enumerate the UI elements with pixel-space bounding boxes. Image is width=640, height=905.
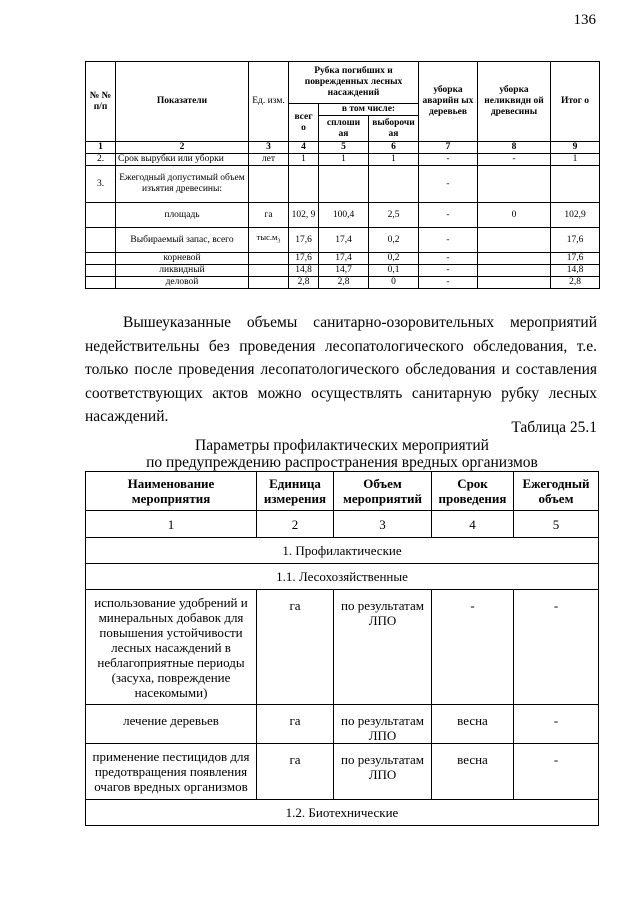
cell-name: ликвидный bbox=[116, 265, 249, 277]
cell-illiquid: 0 bbox=[478, 203, 551, 228]
col-number: 1 bbox=[86, 142, 116, 154]
subsection-heading: 1.1. Лесохозяйственные bbox=[86, 564, 599, 590]
cell-num: 2. bbox=[86, 154, 116, 166]
table-row bbox=[86, 705, 599, 744]
body-paragraph: Вышеуказанные объемы санитарно-озоровительных мероприятий недействительны без проведения лесопатологического обследования, т.е. только после проведения лесопатологического обследования и составления соответствующих актов можно осуществлять санитарную рубку лесных насаждений. bbox=[85, 314, 597, 425]
cell-emergency: - bbox=[419, 154, 478, 166]
header-sum: Итог о bbox=[551, 62, 600, 142]
table-row bbox=[86, 265, 600, 277]
cell-emergency: - bbox=[419, 277, 478, 289]
cell-num bbox=[86, 277, 116, 289]
col-number: 5 bbox=[514, 511, 599, 538]
table-title bbox=[85, 437, 599, 471]
cell-num bbox=[86, 203, 116, 228]
cell-solid: 17,4 bbox=[319, 253, 369, 265]
cell-total: 2,8 bbox=[289, 277, 319, 289]
cell-sum: 17,6 bbox=[551, 228, 600, 253]
cell-sum: 14,8 bbox=[551, 265, 600, 277]
header-unit: Ед. изм. bbox=[249, 62, 289, 142]
cell-unit bbox=[249, 228, 289, 253]
table-caption: Таблица 25.1 bbox=[511, 419, 597, 436]
cell-name: Выбираемый запас, всего bbox=[116, 228, 249, 253]
cell-term: - bbox=[432, 590, 514, 705]
cell-num: 3. bbox=[86, 166, 116, 203]
cell-term: весна bbox=[432, 705, 514, 744]
cell-name: корневой bbox=[116, 253, 249, 265]
cell-selective: 1 bbox=[369, 154, 419, 166]
cell-annual: - bbox=[514, 705, 599, 744]
table-row bbox=[86, 203, 600, 228]
header-including: в том числе: bbox=[319, 104, 419, 116]
cell-sum bbox=[551, 166, 600, 203]
cell-solid: 2,8 bbox=[319, 277, 369, 289]
table-row bbox=[86, 154, 600, 166]
col-number: 1 bbox=[86, 511, 257, 538]
measures-table bbox=[85, 471, 599, 826]
cell-num bbox=[86, 265, 116, 277]
cell-total: 14,8 bbox=[289, 265, 319, 277]
cell-unit: га bbox=[249, 203, 289, 228]
page-number: 136 bbox=[573, 12, 596, 28]
cell-unit: лет bbox=[249, 154, 289, 166]
table-row bbox=[86, 253, 600, 265]
cell-illiquid bbox=[478, 228, 551, 253]
cell-unit: га bbox=[257, 744, 334, 800]
cell-annual: - bbox=[514, 590, 599, 705]
cell-sum: 1 bbox=[551, 154, 600, 166]
col-number: 4 bbox=[289, 142, 319, 154]
cell-num bbox=[86, 228, 116, 253]
cell-measure-name: использование удобрений и минеральных добавок для повышения устойчивости лесных насаждений в неблагоприятные периоды (засуха, повреждение насекомыми) bbox=[86, 590, 257, 705]
cell-unit bbox=[249, 265, 289, 277]
cell-unit bbox=[249, 166, 289, 203]
header-solid: сплоши ая bbox=[319, 116, 369, 142]
cell-emergency: - bbox=[419, 253, 478, 265]
header-annual: Ежегодный объем bbox=[514, 472, 599, 511]
col-number: 7 bbox=[419, 142, 478, 154]
header-unit: Единица измерения bbox=[257, 472, 334, 511]
cell-sum: 2,8 bbox=[551, 277, 600, 289]
table-title-line: по предупреждению распространения вредных организмов bbox=[146, 454, 538, 471]
cell-total: 1 bbox=[289, 154, 319, 166]
cell-volume: по результатам ЛПО bbox=[334, 744, 432, 800]
cell-selective: 0 bbox=[369, 277, 419, 289]
table-row bbox=[86, 590, 599, 705]
header-volume: Объем мероприятий bbox=[334, 472, 432, 511]
header-num: № № п/п bbox=[86, 62, 116, 142]
col-number: 2 bbox=[257, 511, 334, 538]
header-illiquid: уборка неликвидн ой древесины bbox=[478, 62, 551, 142]
cell-name: Срок вырубки или уборки bbox=[116, 154, 249, 166]
table-row bbox=[86, 744, 599, 800]
col-number: 9 bbox=[551, 142, 600, 154]
cell-total: 17,6 bbox=[289, 228, 319, 253]
cell-solid: 100,4 bbox=[319, 203, 369, 228]
cell-illiquid bbox=[478, 166, 551, 203]
col-number: 5 bbox=[319, 142, 369, 154]
cell-emergency: - bbox=[419, 265, 478, 277]
cell-selective: 0,2 bbox=[369, 228, 419, 253]
cell-name: площадь bbox=[116, 203, 249, 228]
cell-volume: по результатам ЛПО bbox=[334, 705, 432, 744]
cell-solid: 17,4 bbox=[319, 228, 369, 253]
cell-measure-name: применение пестицидов для предотвращения появления очагов вредных организмов bbox=[86, 744, 257, 800]
cell-unit bbox=[249, 253, 289, 265]
table-row bbox=[86, 277, 600, 289]
header-indicators: Показатели bbox=[116, 62, 249, 142]
cell-total: 17,6 bbox=[289, 253, 319, 265]
header-emergency: уборка аварийн ых деревьев bbox=[419, 62, 478, 142]
cell-selective bbox=[369, 166, 419, 203]
subsection-heading: 1.2. Биотехнические bbox=[86, 800, 599, 826]
table-row bbox=[86, 228, 600, 253]
col-number: 3 bbox=[249, 142, 289, 154]
cell-illiquid bbox=[478, 253, 551, 265]
cell-sum: 102,9 bbox=[551, 203, 600, 228]
header-measure-name: Наименование мероприятия bbox=[86, 472, 257, 511]
cell-total: 102, 9 bbox=[289, 203, 319, 228]
cell-illiquid: - bbox=[478, 154, 551, 166]
cell-selective: 2,5 bbox=[369, 203, 419, 228]
cell-illiquid bbox=[478, 277, 551, 289]
cell-emergency: - bbox=[419, 203, 478, 228]
cell-solid bbox=[319, 166, 369, 203]
table-title-line: Параметры профилактических мероприятий bbox=[195, 437, 489, 454]
cell-volume: по результатам ЛПО bbox=[334, 590, 432, 705]
cell-unit: га bbox=[257, 590, 334, 705]
cell-emergency: - bbox=[419, 166, 478, 203]
col-number: 6 bbox=[369, 142, 419, 154]
col-number: 4 bbox=[432, 511, 514, 538]
cell-measure-name: лечение деревьев bbox=[86, 705, 257, 744]
cell-total bbox=[289, 166, 319, 203]
cell-term: весна bbox=[432, 744, 514, 800]
table-row bbox=[86, 166, 600, 203]
unit-text: тыс.м bbox=[256, 232, 278, 243]
unit-subscript: 3 bbox=[277, 238, 281, 245]
cell-sum: 17,6 bbox=[551, 253, 600, 265]
section-heading: 1. Профилактические bbox=[86, 538, 599, 564]
col-number: 2 bbox=[116, 142, 249, 154]
header-total: всег о bbox=[289, 104, 319, 142]
header-term: Срок проведения bbox=[432, 472, 514, 511]
cell-solid: 14,7 bbox=[319, 265, 369, 277]
cell-emergency: - bbox=[419, 228, 478, 253]
cell-num bbox=[86, 253, 116, 265]
cell-name: Ежегодный допустимый объем изъятия древесины: bbox=[116, 166, 249, 203]
felling-table bbox=[85, 61, 600, 289]
cell-solid: 1 bbox=[319, 154, 369, 166]
cell-selective: 0,1 bbox=[369, 265, 419, 277]
cell-unit bbox=[249, 277, 289, 289]
header-felling: Рубка погибших и поврежденных лесных насаждений bbox=[289, 62, 419, 104]
cell-selective: 0,2 bbox=[369, 253, 419, 265]
col-number: 8 bbox=[478, 142, 551, 154]
cell-name: деловой bbox=[116, 277, 249, 289]
header-selective: выборочи ая bbox=[369, 116, 419, 142]
cell-annual: - bbox=[514, 744, 599, 800]
cell-illiquid bbox=[478, 265, 551, 277]
col-number: 3 bbox=[334, 511, 432, 538]
cell-unit: га bbox=[257, 705, 334, 744]
